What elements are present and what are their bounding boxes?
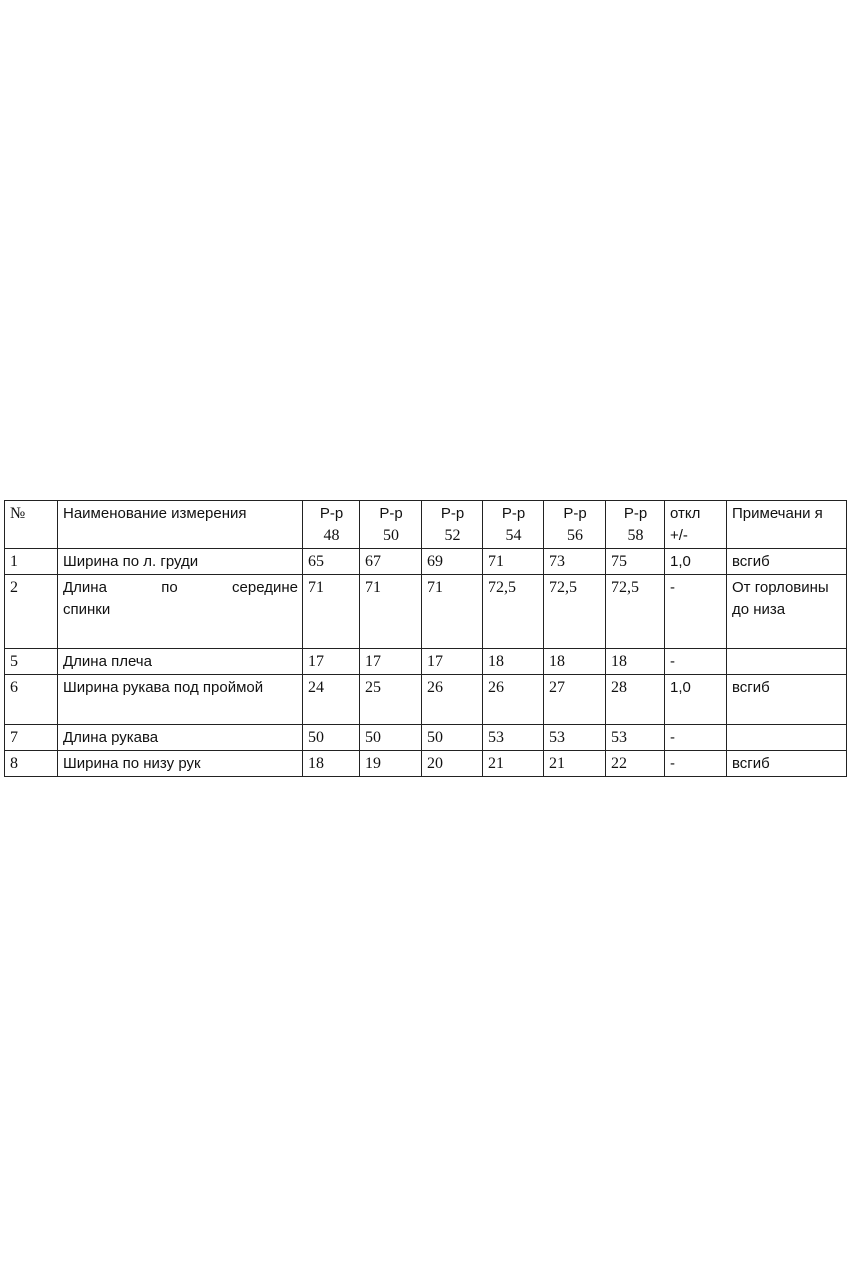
size-value: 17 [422,649,483,675]
measurement-name: Длина рукава [58,725,303,751]
size-value: 26 [422,675,483,725]
header-name [58,501,303,549]
size-value: 67 [360,549,422,575]
size-value: 27 [544,675,606,725]
deviation-value: - [665,725,727,751]
size-value: 65 [303,549,360,575]
header-size-value: 56 [567,527,583,544]
header-size-label: Р-р [563,505,587,522]
measurement-name: Ширина по л. груди [58,549,303,575]
size-value: 50 [360,725,422,751]
notes-value: всгиб [727,751,847,777]
header-size-58 [606,501,665,549]
size-value: 21 [544,751,606,777]
table-row [5,549,847,575]
header-size-56 [544,501,606,549]
size-value: 18 [606,649,665,675]
size-value: 21 [483,751,544,777]
deviation-value: - [665,575,727,649]
size-value: 71 [303,575,360,649]
table-row [5,649,847,675]
header-notes [727,501,847,549]
row-number: 5 [5,649,58,675]
size-value: 20 [422,751,483,777]
table-row [5,675,847,725]
size-value: 72,5 [606,575,665,649]
size-value: 69 [422,549,483,575]
header-size-48 [303,501,360,549]
measurement-name: Ширина по низу рук [58,751,303,777]
size-table [4,500,847,777]
measurement-name: Длина плеча [58,649,303,675]
measurement-name [58,575,303,649]
deviation-value: 1,0 [665,675,727,725]
notes-value: всгиб [727,549,847,575]
header-size-label: Р-р [623,505,648,522]
size-value: 26 [483,675,544,725]
measurement-name: Ширина рукава под проймой [58,675,303,725]
table-row [5,575,847,649]
table-row [5,751,847,777]
size-value: 24 [303,675,360,725]
notes-value: От горловины до низа [727,575,847,649]
deviation-value: 1,0 [665,549,727,575]
deviation-value: - [665,751,727,777]
size-value: 50 [422,725,483,751]
size-value: 19 [360,751,422,777]
header-size-value: 50 [383,527,399,544]
size-value: 18 [483,649,544,675]
header-size-label: Р-р [440,505,465,522]
row-number: 8 [5,751,58,777]
table-row [5,725,847,751]
size-value: 25 [360,675,422,725]
header-size-52 [422,501,483,549]
notes-value: всгиб [727,675,847,725]
measurement-name-line: Длина по середине [63,579,298,596]
size-value: 18 [544,649,606,675]
header-deviation [665,501,727,549]
deviation-value: - [665,649,727,675]
size-value: 18 [303,751,360,777]
size-value: 73 [544,549,606,575]
header-size-value: 48 [323,527,340,544]
header-size-label: Р-р [379,505,403,522]
header-num [5,501,58,549]
header-size-label: Р-р [319,505,344,522]
header-size-value: 54 [505,527,522,544]
measurement-name-line: спинки [63,601,111,618]
row-number: 6 [5,675,58,725]
size-value: 17 [360,649,422,675]
header-name-text: Наименование измерения [63,505,247,522]
size-value: 17 [303,649,360,675]
size-value: 28 [606,675,665,725]
size-value: 53 [606,725,665,751]
header-deviation-text: откл +/- [670,505,701,544]
size-value: 71 [422,575,483,649]
size-value: 72,5 [544,575,606,649]
size-value: 50 [303,725,360,751]
size-value: 22 [606,751,665,777]
header-size-label: Р-р [501,505,526,522]
table-header-row [5,501,847,549]
size-value: 75 [606,549,665,575]
row-number: 7 [5,725,58,751]
size-value: 53 [483,725,544,751]
header-size-54 [483,501,544,549]
header-size-value: 58 [627,527,644,544]
header-num-text: № [10,505,26,522]
size-value: 71 [360,575,422,649]
size-value: 72,5 [483,575,544,649]
row-number: 1 [5,549,58,575]
notes-value [727,649,847,675]
size-value: 71 [483,549,544,575]
row-number: 2 [5,575,58,649]
notes-value [727,725,847,751]
header-size-value: 52 [444,527,461,544]
header-notes-text: Примечани я [732,505,823,522]
size-value: 53 [544,725,606,751]
header-size-50 [360,501,422,549]
